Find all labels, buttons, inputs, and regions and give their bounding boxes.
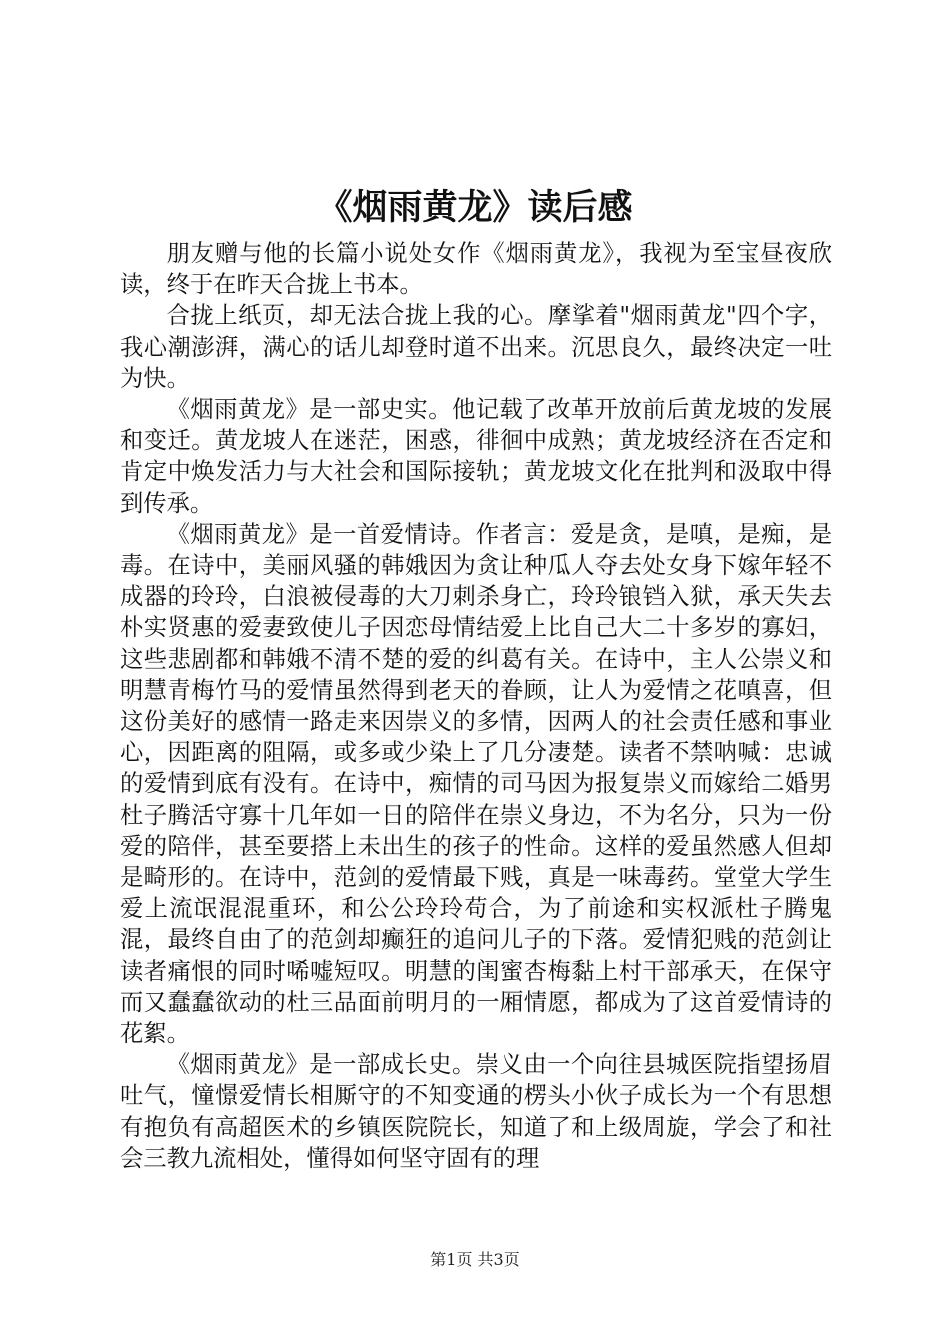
paragraph-1: 朋友赠与他的长篇小说处女作《烟雨黄龙》，我视为至宝昼夜欣读，终于在昨天合拢上书本。 — [120, 240, 832, 299]
paragraph-3: 《烟雨黄龙》是一部史实。他记载了改革开放前后黄龙坡的发展和变迁。黄龙坡人在迷茫，困惑，徘徊中成熟；黄龙坡经济在否定和肯定中焕发活力与大社会和国际接轨；黄龙坡文化在批判和汲取中得到传承。 — [120, 396, 832, 517]
document-body — [120, 238, 832, 1174]
page-number-footer: 第1页 共3页 — [430, 1250, 520, 1269]
paragraph-2: 合拢上纸页，却无法合拢上我的心。摩挲着"烟雨黄龙"四个字，我心潮澎湃，满心的话儿却登时道不出来。沉思良久，最终决定一吐为快。 — [120, 302, 832, 392]
page-title: 《烟雨黄龙》读后感 — [317, 187, 633, 228]
paragraph-4: 《烟雨黄龙》是一首爱情诗。作者言：爱是贪，是嗔，是痴，是毒。在诗中，美丽风骚的韩娥因为贪让种瓜人夺去处女身下嫁年轻不成器的玲玲，白浪被侵毒的大刀刺杀身亡，玲玲锒铛入狱，承天失去朴实贤惠的爱妻致使儿子因恋母情结爱上比自己大二十多岁的寡妇，这些悲剧都和韩娥不清不楚的爱的纠葛有关。在诗中，主人公崇义和明慧青梅竹马的爱情虽然得到老天的眷顾，让人为爱情之花嗔喜，但这份美好的感情一路走来因崇义的多情，因两人的社会责任感和事业心，因距离的阻隔，或多或少染上了几分凄楚。读者不禁呐喊：忠诚的爱情到底有没有。在诗中，痴情的司马因为报复崇义而嫁给二婚男杜子腾活守寡十几年如一日的陪伴在崇义身边，不为名分，只为一份爱的陪伴，甚至要搭上未出生的孩子的性命。这样的爱虽然感人但却是畸形的。在诗中，范剑的爱情最下贱，真是一味毒药。堂堂大学生爱上流氓混混重环，和公公玲玲苟合，为了前途和实权派杜子腾鬼混，最终自由了的范剑却癫狂的追问儿子的下落。爱情犯贱的范剑让读者痛恨的同时唏嘘短叹。明慧的闺蜜杏梅黏上村干部承天，在保守而又蠢蠢欲动的杜三品面前明月的一厢情愿，都成为了这首爱情诗的花絮。 — [120, 520, 832, 1048]
paragraph-5: 《烟雨黄龙》是一部成长史。崇义由一个向往县城医院指望扬眉吐气，憧憬爱情长相厮守的不知变通的楞头小伙子成长为一个有思想有抱负有高超医术的乡镇医院院长，知道了和上级周旋，学会了和社会三教九流相处，懂得如何坚守固有的理 — [120, 1051, 832, 1172]
